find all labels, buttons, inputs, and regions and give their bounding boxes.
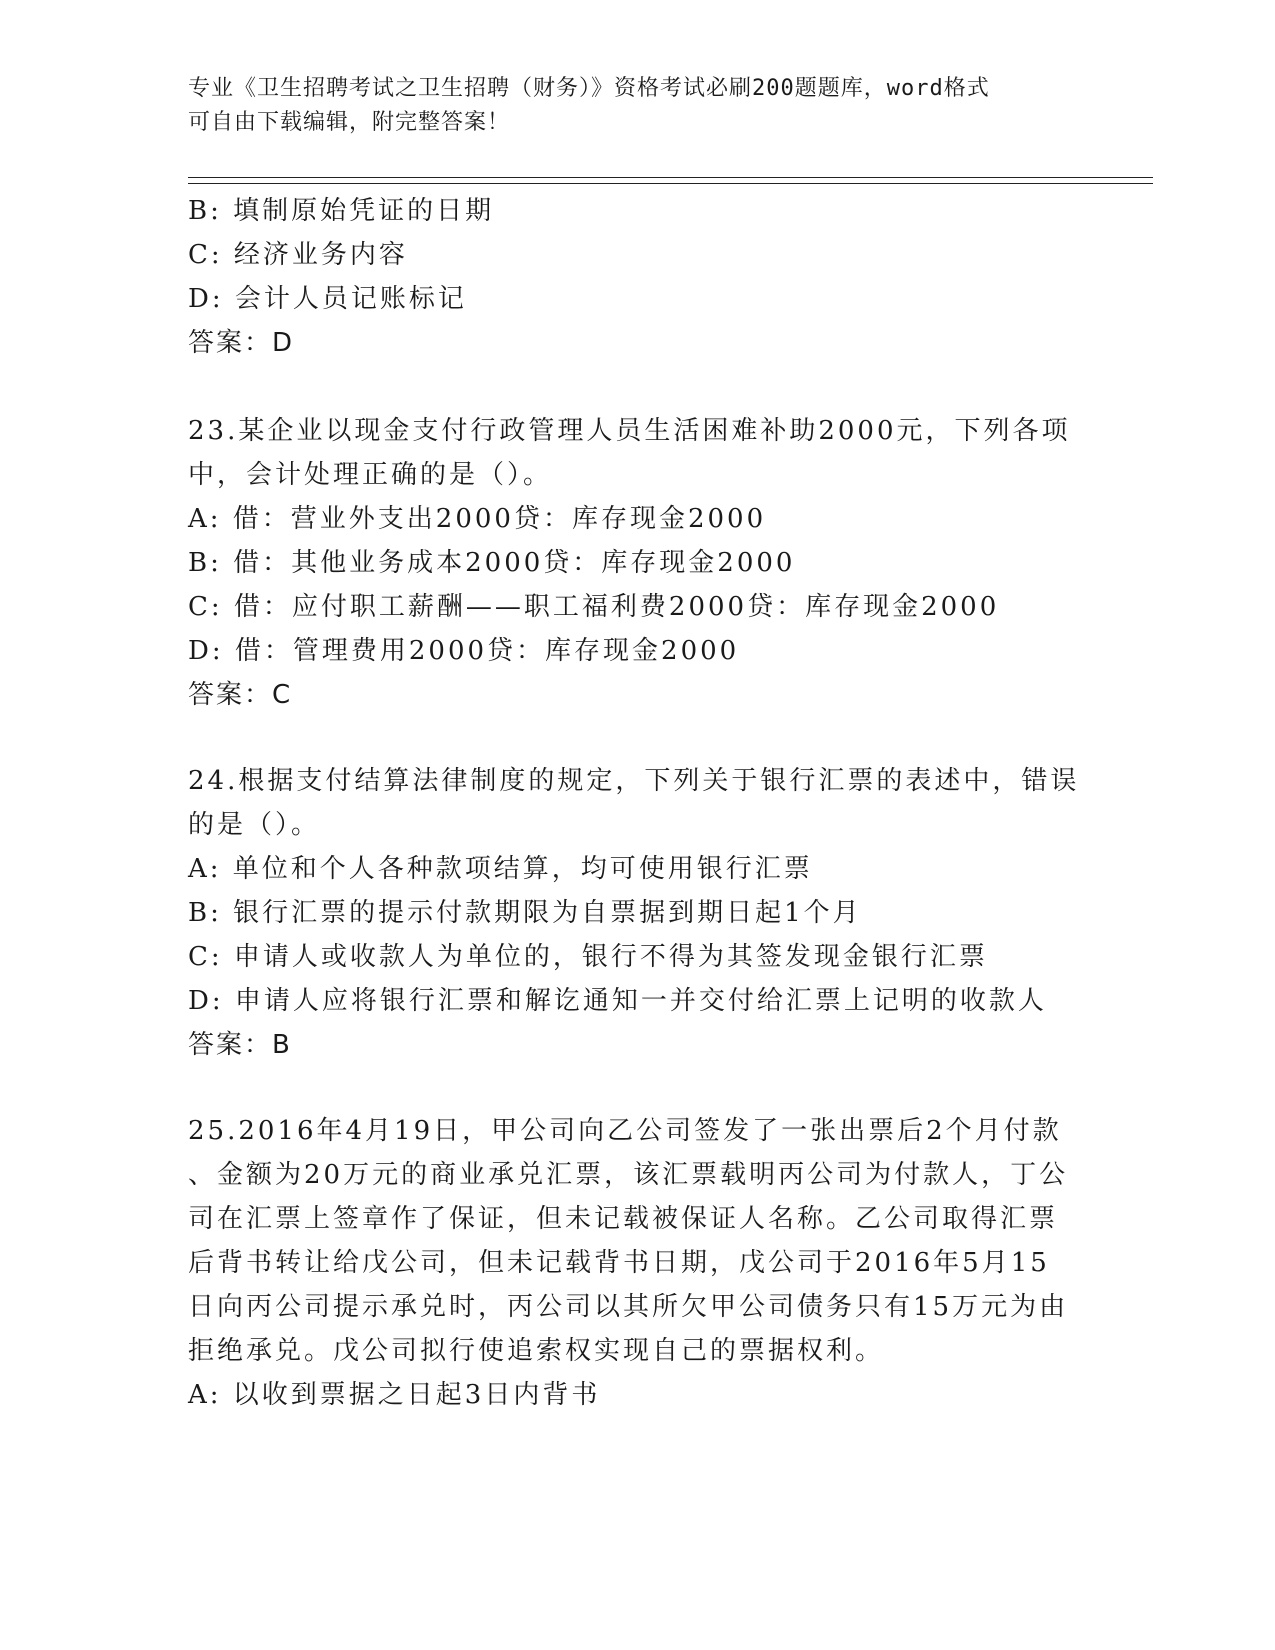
q25-stem-line-6: 拒绝承兑。戊公司拟行使追索权实现自己的票据权利。	[188, 1336, 885, 1366]
q25-option-a: A: 以收到票据之日起3日内背书	[188, 1380, 601, 1410]
q24-option-b: B: 银行汇票的提示付款期限为自票据到期日起1个月	[188, 898, 862, 928]
q25-stem-line-5: 日向丙公司提示承兑时，丙公司以其所欠甲公司债务只有15万元为由	[188, 1292, 1069, 1322]
header-divider-top	[188, 177, 1153, 178]
q22-answer: 答案：D	[188, 328, 295, 358]
header-title-line-2: 可自由下载编辑，附完整答案！	[188, 110, 511, 135]
q24-stem-line-2: 的是（）。	[188, 810, 321, 840]
page-header	[188, 72, 1068, 140]
q23-stem-line-2: 中，会计处理正确的是（）。	[188, 460, 553, 490]
q23-stem-line-1: 23.某企业以现金支付行政管理人员生活困难补助2000元，下列各项	[188, 416, 1071, 446]
q23-answer: 答案：C	[188, 680, 293, 710]
q25-stem-line-3: 司在汇票上签章作了保证，但未记载被保证人名称。乙公司取得汇票	[188, 1204, 1059, 1234]
q24-option-c: C: 申请人或收款人为单位的，银行不得为其签发现金银行汇票	[188, 942, 988, 972]
header-title-line-1: 专业《卫生招聘考试之卫生招聘（财务）》资格考试必刷200题题库，word格式	[188, 76, 990, 101]
q22-option-c: C: 经济业务内容	[188, 240, 408, 270]
q23-option-a: A: 借：营业外支出2000贷：库存现金2000	[188, 504, 767, 534]
q25-stem-line-4: 后背书转让给戊公司，但未记载背书日期，戊公司于2016年5月15	[188, 1248, 1050, 1278]
header-divider-bottom	[188, 183, 1153, 184]
q23-option-c: C: 借：应付职工薪酬——职工福利费2000贷：库存现金2000	[188, 592, 1000, 622]
q24-stem-line-1: 24.根据支付结算法律制度的规定，下列关于银行汇票的表述中，错误	[188, 766, 1080, 796]
q25-stem-line-2: 、金额为20万元的商业承兑汇票，该汇票载明丙公司为付款人，丁公	[188, 1160, 1069, 1190]
q24-option-a: A: 单位和个人各种款项结算，均可使用银行汇票	[188, 854, 813, 884]
q23-option-d: D: 借：管理费用2000贷：库存现金2000	[188, 636, 740, 666]
q24-option-d: D: 申请人应将银行汇票和解讫通知一并交付给汇票上记明的收款人	[188, 986, 1047, 1016]
q23-option-b: B: 借：其他业务成本2000贷：库存现金2000	[188, 548, 796, 578]
q22-option-b: B: 填制原始凭证的日期	[188, 196, 495, 226]
q25-stem-line-1: 25.2016年4月19日，甲公司向乙公司签发了一张出票后2个月付款	[188, 1116, 1062, 1146]
q24-answer: 答案：B	[188, 1030, 292, 1060]
q22-option-d: D: 会计人员记账标记	[188, 284, 467, 314]
